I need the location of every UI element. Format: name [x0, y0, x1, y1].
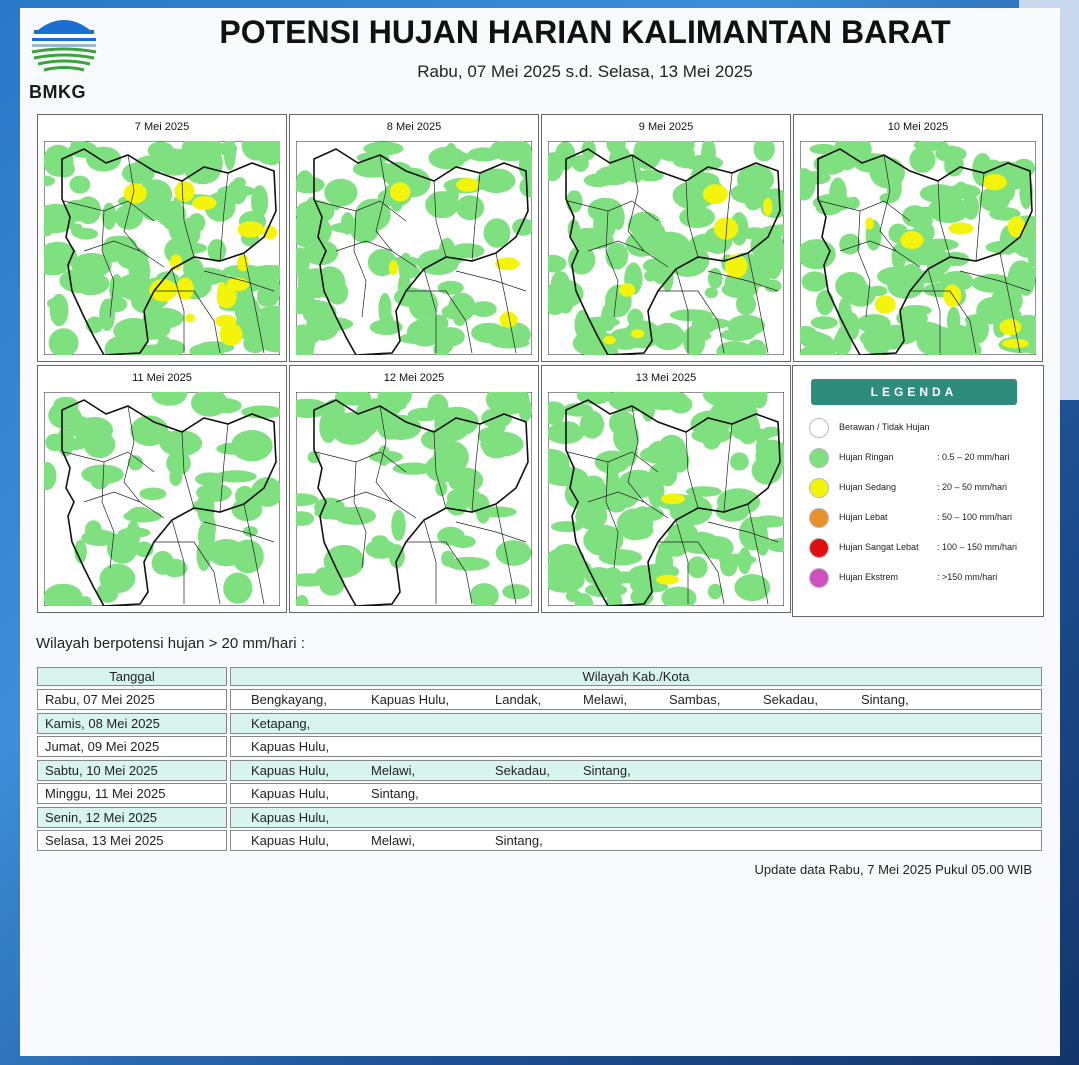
legend-label: Hujan Sedang — [839, 482, 897, 492]
map-panel-2 — [289, 114, 539, 362]
legend-range: : 0.5 – 20 mm/hari — [937, 452, 1010, 462]
agency-logo-text: BMKG — [29, 82, 86, 102]
table-header-date: Tanggal — [37, 667, 227, 686]
legend-item — [809, 568, 1041, 592]
region-name: Sintang, — [371, 786, 419, 801]
table-row-date: Jumat, 09 Mei 2025 — [37, 736, 227, 757]
table-row-regions — [230, 713, 1042, 734]
table-row-regions — [230, 760, 1042, 781]
region-name: Kapuas Hulu, — [251, 739, 330, 754]
region-name: Melawi, — [371, 763, 416, 778]
legend-swatch — [809, 568, 829, 588]
legend-title: LEGENDA — [811, 379, 1017, 405]
legend-swatch — [809, 508, 829, 528]
table-row-regions — [230, 689, 1042, 710]
update-note: Update data Rabu, 7 Mei 2025 Pukul 05.00 WIB — [754, 862, 1032, 877]
rain-map — [44, 141, 280, 355]
region-name: Kapuas Hulu, — [251, 763, 330, 778]
map-date-label: 9 Mei 2025 — [638, 121, 694, 133]
table-row-date: Selasa, 13 Mei 2025 — [37, 830, 227, 851]
section-title: Wilayah berpotensi hujan > 20 mm/hari : — [36, 635, 305, 652]
rain-map — [44, 392, 280, 606]
legend-label: Hujan Lebat — [839, 512, 888, 522]
legend-label: Hujan Sangat Lebat — [839, 542, 919, 552]
table-row-date: Minggu, 11 Mei 2025 — [37, 783, 227, 804]
map-panel-6 — [289, 365, 539, 613]
region-name: Melawi, — [371, 833, 416, 848]
rain-map — [548, 141, 784, 355]
table-header-regions: Wilayah Kab./Kota — [230, 667, 1042, 686]
legend-label: Hujan Ringan — [839, 452, 894, 462]
table-row-regions — [230, 830, 1042, 851]
region-name: Sekadau, — [495, 763, 550, 778]
table-row-regions — [230, 736, 1042, 757]
rain-map — [296, 141, 532, 355]
page-title: POTENSI HUJAN HARIAN KALIMANTAN BARAT — [219, 14, 951, 50]
legend-item — [809, 478, 1041, 502]
map-panel-5 — [37, 365, 287, 613]
legend-swatch — [809, 538, 829, 558]
table-row-regions — [230, 807, 1042, 828]
table-row-regions — [230, 783, 1042, 804]
legend-range: : 20 – 50 mm/hari — [937, 482, 1008, 492]
table-row-date: Sabtu, 10 Mei 2025 — [37, 760, 227, 781]
map-date-label: 13 Mei 2025 — [635, 372, 697, 384]
region-name: Sambas, — [669, 692, 721, 707]
map-date-label: 11 Mei 2025 — [132, 372, 192, 384]
legend-item — [809, 448, 1041, 472]
map-panel-3 — [541, 114, 791, 362]
legend-range: : 50 – 100 mm/hari — [937, 512, 1013, 522]
table-row-date: Senin, 12 Mei 2025 — [37, 807, 227, 828]
map-date-label: 10 Mei 2025 — [887, 121, 949, 133]
legend-item — [809, 538, 1041, 562]
legend-swatch — [809, 448, 829, 468]
legend-range: : 100 – 150 mm/hari — [937, 542, 1018, 552]
rain-map — [296, 392, 532, 606]
map-panel-7 — [541, 365, 791, 613]
region-name: Melawi, — [583, 692, 628, 707]
rain-map — [800, 141, 1036, 355]
rain-map — [548, 392, 784, 606]
region-name: Landak, — [495, 692, 542, 707]
table-row-date: Rabu, 07 Mei 2025 — [37, 689, 227, 710]
region-name: Kapuas Hulu, — [251, 810, 330, 825]
legend-swatch — [809, 418, 829, 438]
map-legend — [792, 365, 1044, 617]
legend-label: Hujan Ekstrem — [839, 572, 899, 582]
region-name: Kapuas Hulu, — [371, 692, 450, 707]
map-date-label: 7 Mei 2025 — [134, 121, 190, 133]
region-name: Ketapang, — [251, 716, 311, 731]
region-name: Sintang, — [861, 692, 909, 707]
region-name: Kapuas Hulu, — [251, 786, 330, 801]
legend-item — [809, 508, 1041, 532]
date-range-subtitle: Rabu, 07 Mei 2025 s.d. Selasa, 13 Mei 2025 — [417, 62, 753, 81]
legend-label: Berawan / Tidak Hujan — [839, 422, 930, 432]
region-name: Sintang, — [495, 833, 543, 848]
region-name: Sekadau, — [763, 692, 818, 707]
legend-swatch — [809, 478, 829, 498]
table-row-date: Kamis, 08 Mei 2025 — [37, 713, 227, 734]
map-date-label: 12 Mei 2025 — [383, 372, 445, 384]
legend-range: : >150 mm/hari — [937, 572, 998, 582]
map-panel-1 — [37, 114, 287, 362]
region-name: Kapuas Hulu, — [251, 833, 330, 848]
map-panel-4 — [793, 114, 1043, 362]
region-name: Sintang, — [583, 763, 631, 778]
region-name: Bengkayang, — [251, 692, 327, 707]
legend-item — [809, 418, 1041, 442]
map-date-label: 8 Mei 2025 — [386, 121, 442, 133]
